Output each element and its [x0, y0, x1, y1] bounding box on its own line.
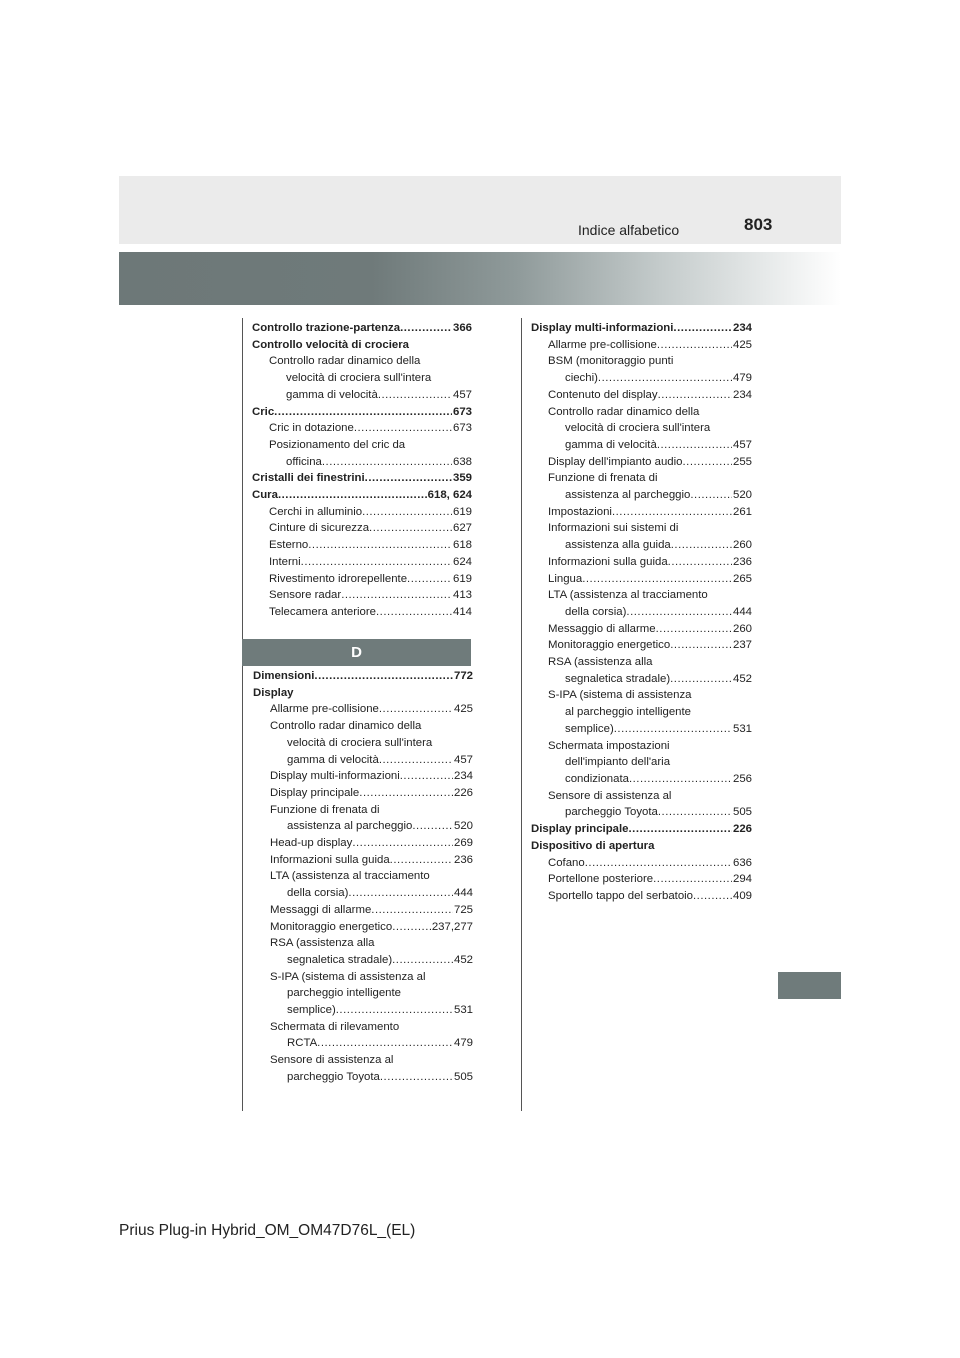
leader-dots [598, 370, 732, 387]
index-entry-page: 294 [732, 873, 752, 886]
index-entry [253, 1019, 473, 1036]
index-entry-term: Posizionamento del cric da [269, 438, 406, 451]
index-entry [531, 871, 752, 888]
index-entry [252, 571, 472, 588]
leader-dots [653, 871, 732, 888]
leader-dots [314, 668, 453, 685]
index-entry-term: velocità di crociera sull'intera [565, 422, 711, 435]
index-entry-page: 359 [452, 472, 472, 485]
index-entry-page: 619 [452, 572, 472, 585]
index-entry-term: Sensore di assistenza al [548, 789, 672, 802]
page-number: 803 [744, 215, 773, 234]
leader-dots [582, 571, 732, 588]
leader-dots [626, 604, 732, 621]
index-entry-term: Monitoraggio energetico [548, 639, 671, 652]
index-entry-page: 638 [452, 455, 472, 468]
leader-dots [670, 671, 732, 688]
index-entry-term: Cinture di sicurezza [269, 522, 370, 535]
index-entry [253, 668, 473, 685]
leader-dots [670, 637, 732, 654]
index-entry-term: Sensore di assistenza al [270, 1054, 394, 1067]
leader-dots [371, 902, 453, 919]
index-entry [253, 902, 473, 919]
index-entry-page: 505 [453, 1070, 473, 1083]
index-entry-page: 505 [732, 806, 752, 819]
index-entry-page: 269 [453, 837, 473, 850]
index-entry-page: 234 [732, 388, 752, 401]
index-entry [253, 818, 473, 835]
leader-dots [690, 487, 732, 504]
index-entry-term: Allarme pre-collisione [548, 338, 657, 351]
leader-dots [341, 587, 452, 604]
leader-dots [317, 1035, 453, 1052]
index-entry-page: 260 [732, 539, 752, 552]
index-entry-term: gamma di velocità [565, 438, 657, 451]
index-entry-term: Cristalli dei finestrini [252, 472, 365, 485]
leader-dots [274, 404, 452, 421]
index-entry [253, 1052, 473, 1069]
index-entry-term: Controllo radar dinamico della [270, 720, 422, 733]
index-entry-term: S-IPA (sistema di assistenza [548, 689, 692, 702]
index-entry [531, 738, 752, 755]
index-entry-term: Cric [252, 405, 275, 418]
index-entry [252, 487, 472, 504]
index-entry [531, 420, 752, 437]
index-entry [252, 387, 472, 404]
index-entry-term: Esterno [269, 539, 309, 552]
index-entry-page: 234 [732, 322, 752, 334]
index-entry-page: 452 [732, 672, 752, 685]
index-entry-term: Informazioni sui sistemi di [548, 522, 679, 535]
index-entry-term: Lingua [548, 572, 583, 585]
index-entry [253, 1035, 473, 1052]
index-entry [531, 671, 752, 688]
index-entry-term: Dimensioni [253, 670, 315, 682]
index-entry [252, 604, 472, 621]
index-entry [252, 454, 472, 471]
index-entry [253, 985, 473, 1002]
index-entry [252, 587, 472, 604]
leader-dots [614, 721, 732, 738]
leader-dots [657, 437, 732, 454]
index-entry-term: Schermata di rilevamento [270, 1020, 400, 1033]
index-entry [531, 487, 752, 504]
leader-dots [376, 604, 452, 621]
index-entry-term: Messaggi di allarme [270, 903, 372, 916]
index-entry-term: segnaletica stradale) [287, 953, 393, 966]
index-entry [531, 437, 752, 454]
leader-dots [629, 821, 732, 838]
index-entry-term: Impostazioni [548, 505, 612, 518]
index-entry [253, 685, 473, 702]
index-entry [253, 935, 473, 952]
index-entry-term: Contenuto del display [548, 388, 658, 401]
index-entry-term: Display principale [270, 786, 360, 799]
index-entry-page: 256 [732, 772, 752, 785]
index-entry-term: Controllo radar dinamico della [269, 355, 421, 368]
leader-dots [668, 554, 732, 571]
index-entry-term: semplice) [287, 1004, 336, 1017]
index-entry [531, 855, 752, 872]
index-entry [531, 370, 752, 387]
index-entry-term: Display multi-informazioni [270, 770, 400, 783]
index-entry [531, 754, 752, 771]
leader-dots [362, 504, 452, 521]
index-entry [531, 704, 752, 721]
index-entry [531, 504, 752, 521]
index-entry-page: 226 [453, 786, 473, 799]
index-entry [252, 437, 472, 454]
index-entry-term: Cura [252, 489, 278, 502]
index-entry-term: parcheggio intelligente [287, 987, 401, 1000]
index-entry [253, 952, 473, 969]
index-entry-page: 444 [453, 887, 473, 900]
leader-dots [683, 454, 732, 471]
index-entry-term: al parcheggio intelligente [565, 706, 692, 719]
index-entry-term: Display multi-informazioni [531, 322, 674, 334]
index-entry [253, 785, 473, 802]
index-entry-page: 425 [732, 338, 752, 351]
index-entry [253, 718, 473, 735]
index-entry-page: 237 [732, 639, 752, 652]
index-entry-term: Controllo radar dinamico della [548, 405, 700, 418]
index-entry-page: 413 [452, 589, 472, 602]
index-entry-page: 255 [732, 455, 752, 468]
index-column-2 [253, 668, 473, 1086]
index-entry-term: assistenza alla guida [565, 539, 671, 552]
index-entry [252, 420, 472, 437]
index-entry-term: segnaletica stradale) [565, 672, 671, 685]
index-entry-page: 234 [453, 770, 473, 783]
index-entry-term: ciechi) [565, 372, 598, 385]
index-entry-term: Interni [269, 555, 301, 568]
index-entry-term: Funzione di frenata di [270, 803, 380, 816]
index-entry-term: Monitoraggio energetico [270, 920, 393, 933]
index-entry [531, 838, 752, 855]
header-band [119, 176, 841, 244]
index-entry-term: Allarme pre-collisione [270, 703, 379, 716]
index-entry-term: Head-up display [270, 837, 353, 850]
index-entry [531, 687, 752, 704]
index-entry-term: Informazioni sulla guida [270, 853, 390, 866]
index-entry-page: 457 [453, 753, 473, 766]
index-entry-page: 531 [453, 1004, 473, 1017]
leader-dots [354, 420, 452, 437]
index-entry [252, 504, 472, 521]
column-divider-right [521, 318, 522, 1111]
index-entry-page: 425 [453, 703, 473, 716]
index-entry [531, 888, 752, 905]
leader-dots [585, 855, 732, 872]
leader-dots [658, 387, 732, 404]
leader-dots [380, 1069, 453, 1086]
index-entry [531, 821, 752, 838]
index-entry [252, 470, 472, 487]
index-entry-page: 619 [452, 505, 472, 518]
index-entry [531, 554, 752, 571]
leader-dots [400, 320, 452, 337]
index-entry-term: S-IPA (sistema di assistenza al [270, 970, 426, 983]
leader-dots [693, 888, 732, 905]
leader-dots [656, 621, 732, 638]
index-entry-term: Portellone posteriore [548, 873, 654, 886]
index-entry-page: 725 [453, 903, 473, 916]
leader-dots [400, 768, 453, 785]
leader-dots [365, 470, 452, 487]
index-entry [252, 537, 472, 554]
index-entry [531, 637, 752, 654]
index-entry-term: Dispositivo di apertura [531, 839, 655, 852]
leader-dots [278, 487, 427, 504]
leader-dots [322, 454, 452, 471]
index-entry-term: LTA (assistenza al tracciamento [270, 870, 430, 883]
index-entry-page: 261 [732, 505, 752, 518]
gradient-band [119, 252, 841, 305]
index-entry-page: 366 [452, 322, 472, 334]
section-letter: D [351, 644, 362, 661]
index-entry-term: Display principale [531, 823, 629, 836]
leader-dots [657, 337, 732, 354]
index-entry-page: 479 [453, 1037, 473, 1050]
index-entry-page: 636 [732, 856, 752, 869]
index-entry [531, 320, 752, 337]
index-entry-page: 618, 624 [427, 489, 472, 502]
index-entry [252, 520, 472, 537]
index-entry [531, 621, 752, 638]
index-entry-term: Cofano [548, 856, 585, 869]
index-entry-term: della corsia) [565, 605, 627, 618]
index-entry-page: 260 [732, 622, 752, 635]
index-entry [252, 353, 472, 370]
index-entry [252, 370, 472, 387]
index-entry-term: Funzione di frenata di [548, 472, 658, 485]
leader-dots [629, 771, 732, 788]
leader-dots [390, 852, 453, 869]
index-entry-term: LTA (assistenza al tracciamento [548, 589, 708, 602]
index-entry [531, 604, 752, 621]
index-entry-term: della corsia) [287, 887, 349, 900]
index-column-3 [531, 320, 752, 905]
leader-dots [392, 952, 453, 969]
leader-dots [348, 885, 453, 902]
leader-dots [301, 554, 452, 571]
index-entry-term: Messaggio di allarme [548, 622, 656, 635]
index-entry-page: 673 [452, 422, 472, 435]
index-entry-page: 226 [732, 823, 752, 836]
index-entry-page: 772 [453, 670, 473, 682]
index-entry [531, 353, 752, 370]
index-entry-term: Sportello tappo del serbatoio [548, 889, 694, 902]
leader-dots [612, 504, 732, 521]
index-entry [531, 654, 752, 671]
index-entry-page: 520 [732, 489, 752, 502]
index-entry-page: 414 [452, 605, 472, 618]
index-entry-term: velocità di crociera sull'intera [287, 736, 433, 749]
index-entry-page: 627 [452, 522, 472, 535]
index-entry-term: Sensore radar [269, 589, 342, 602]
footer-model-code: Prius Plug-in Hybrid_OM_OM47D76L_(EL) [119, 1222, 416, 1239]
index-entry-page: 520 [453, 820, 473, 833]
index-entry-term: Display dell'impianto audio [548, 455, 683, 468]
index-entry [252, 404, 472, 421]
index-entry-term: dell'impianto dell'aria [565, 756, 671, 769]
leader-dots [352, 835, 453, 852]
leader-dots [336, 1002, 453, 1019]
index-entry [531, 571, 752, 588]
index-entry [531, 804, 752, 821]
index-entry [253, 1069, 473, 1086]
index-entry-term: Controllo trazione-partenza [252, 322, 401, 334]
index-entry [531, 721, 752, 738]
index-entry-page: 409 [732, 889, 752, 902]
index-entry [253, 802, 473, 819]
index-entry-term: RSA (assistenza alla [548, 656, 653, 669]
index-entry-term: assistenza al parcheggio [287, 820, 413, 833]
index-entry [252, 337, 472, 354]
index-entry-term: condizionata [565, 772, 629, 785]
index-entry [531, 387, 752, 404]
index-entry-page: 265 [732, 572, 752, 585]
index-entry-page: 444 [732, 605, 752, 618]
index-entry [253, 852, 473, 869]
index-entry [253, 868, 473, 885]
leader-dots [359, 785, 453, 802]
leader-dots [378, 387, 452, 404]
index-entry [252, 554, 472, 571]
index-column-1 [252, 320, 472, 621]
index-entry-term: Rivestimento idrorepellente [269, 572, 408, 585]
leader-dots [379, 752, 453, 769]
leader-dots [308, 537, 452, 554]
index-entry-term: Controllo velocità di crociera [252, 338, 409, 351]
index-entry [531, 788, 752, 805]
index-entry [252, 320, 472, 337]
index-entry [253, 768, 473, 785]
leader-dots [671, 537, 732, 554]
leader-dots [379, 701, 453, 718]
index-entry [253, 835, 473, 852]
index-entry-term: gamma di velocità [287, 753, 379, 766]
index-entry-term: Informazioni sulla guida [548, 555, 668, 568]
index-entry [531, 454, 752, 471]
index-entry-term: parcheggio Toyota [287, 1070, 380, 1083]
index-entry-term: RCTA [287, 1037, 318, 1050]
index-entry-term: assistenza al parcheggio [565, 489, 691, 502]
header-title: Indice alfabetico [578, 222, 680, 238]
index-entry-page: 624 [452, 555, 472, 568]
side-tab [778, 972, 841, 999]
column-divider-left [242, 318, 243, 1111]
index-entry-page: 618 [452, 539, 472, 552]
index-entry [253, 969, 473, 986]
index-entry [531, 771, 752, 788]
index-entry-term: Schermata impostazioni [548, 739, 670, 752]
leader-dots [369, 520, 452, 537]
index-entry-page: 237,277 [431, 920, 473, 933]
index-entry [253, 701, 473, 718]
index-entry-term: parcheggio Toyota [565, 806, 658, 819]
index-entry-term: velocità di crociera sull'intera [286, 372, 432, 385]
leader-dots [392, 919, 431, 936]
index-entry [531, 520, 752, 537]
index-entry-term: semplice) [565, 722, 614, 735]
section-header-d [242, 639, 471, 666]
index-entry [531, 537, 752, 554]
leader-dots [412, 818, 453, 835]
index-entry-page: 479 [732, 372, 752, 385]
index-entry [253, 752, 473, 769]
index-entry-page: 236 [732, 555, 752, 568]
index-entry [253, 735, 473, 752]
index-entry-page: 236 [453, 853, 473, 866]
index-entry [253, 1002, 473, 1019]
leader-dots [658, 804, 732, 821]
index-entry [531, 587, 752, 604]
index-entry [531, 404, 752, 421]
index-entry-page: 457 [732, 438, 752, 451]
index-entry-term: RSA (assistenza alla [270, 937, 375, 950]
index-entry [253, 885, 473, 902]
index-entry [253, 919, 473, 936]
index-entry-term: Cerchi in alluminio [269, 505, 363, 518]
index-entry-page: 673 [452, 405, 472, 418]
index-entry-term: BSM (monitoraggio punti [548, 355, 674, 368]
index-entry-term: officina [286, 455, 322, 468]
index-entry-page: 452 [453, 953, 473, 966]
index-entry-term: Cric in dotazione [269, 422, 354, 435]
index-entry-page: 457 [452, 388, 472, 401]
index-entry-term: Display [253, 686, 294, 699]
index-entry [531, 470, 752, 487]
index-entry-term: gamma di velocità [286, 388, 378, 401]
index-entry-term: Telecamera anteriore [269, 605, 376, 618]
index-entry [531, 337, 752, 354]
index-entry-page: 531 [732, 722, 752, 735]
leader-dots [407, 571, 452, 588]
leader-dots [673, 320, 732, 337]
